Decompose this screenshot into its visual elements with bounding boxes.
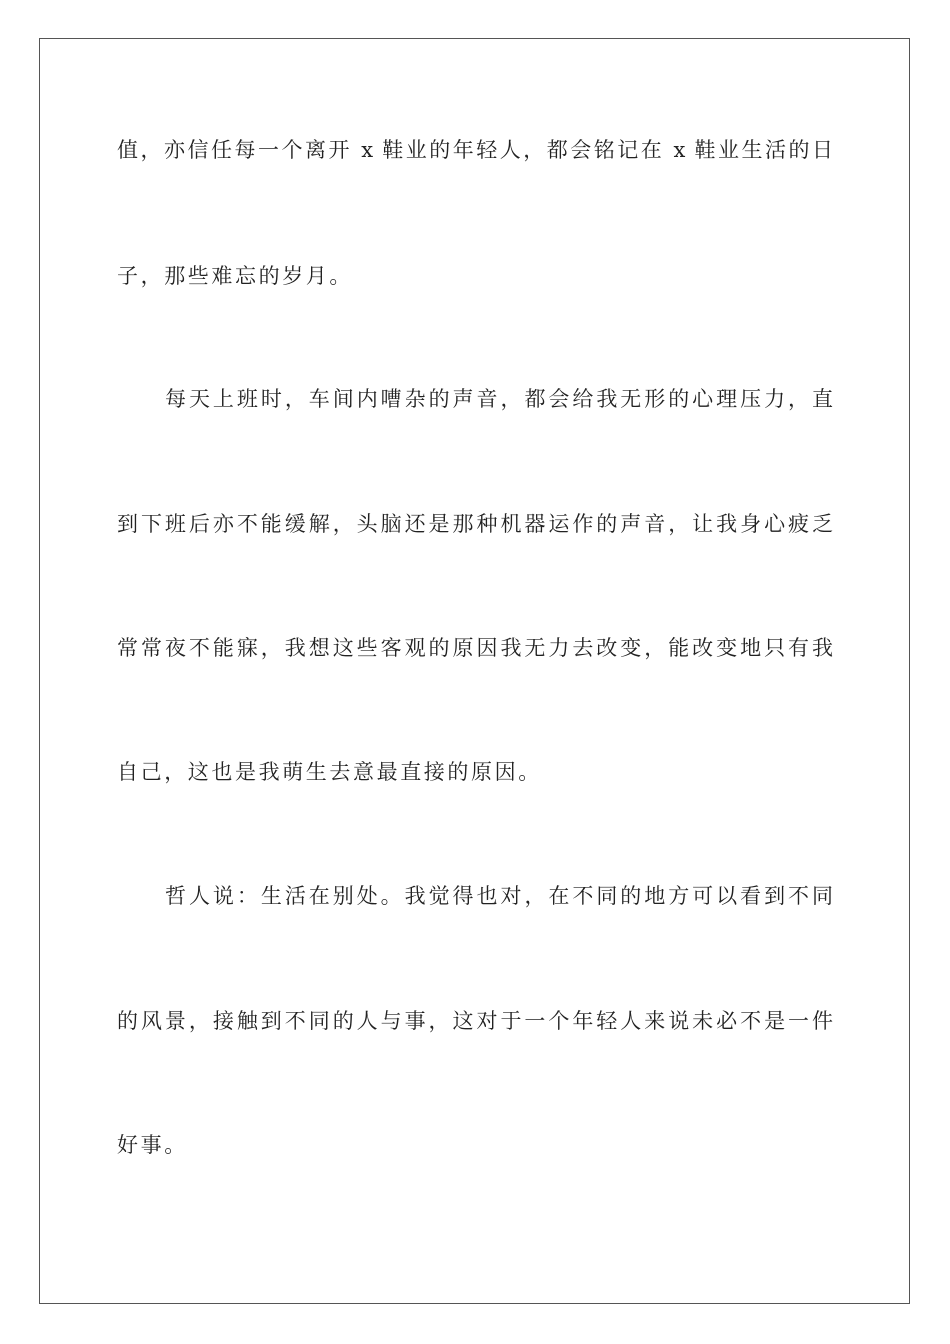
text-line: 好事。 [117,1133,188,1157]
text-line: 的风景，接触到不同的人与事，这对于一个年轻人来说未必不是一件 [117,1009,833,1033]
text-line: 子，那些难忘的岁月。 [117,264,353,288]
text-line: 每天上班时，车间内嘈杂的声音，都会给我无形的心理压力，直 [165,387,833,411]
text-line: 常常夜不能寐，我想这些客观的原因我无力去改变，能改变地只有我 [117,636,833,660]
text-line: 自己，这也是我萌生去意最直接的原因。 [117,760,542,784]
text-line: 哲人说：生活在别处。我觉得也对，在不同的地方可以看到不同 [165,884,833,908]
page-border [39,38,910,1304]
text-line: 值，亦信任每一个离开 x 鞋业的年轻人，都会铭记在 x 鞋业生活的日 [117,138,833,162]
text-line: 到下班后亦不能缓解，头脑还是那种机器运作的声音，让我身心疲乏 [117,512,833,536]
